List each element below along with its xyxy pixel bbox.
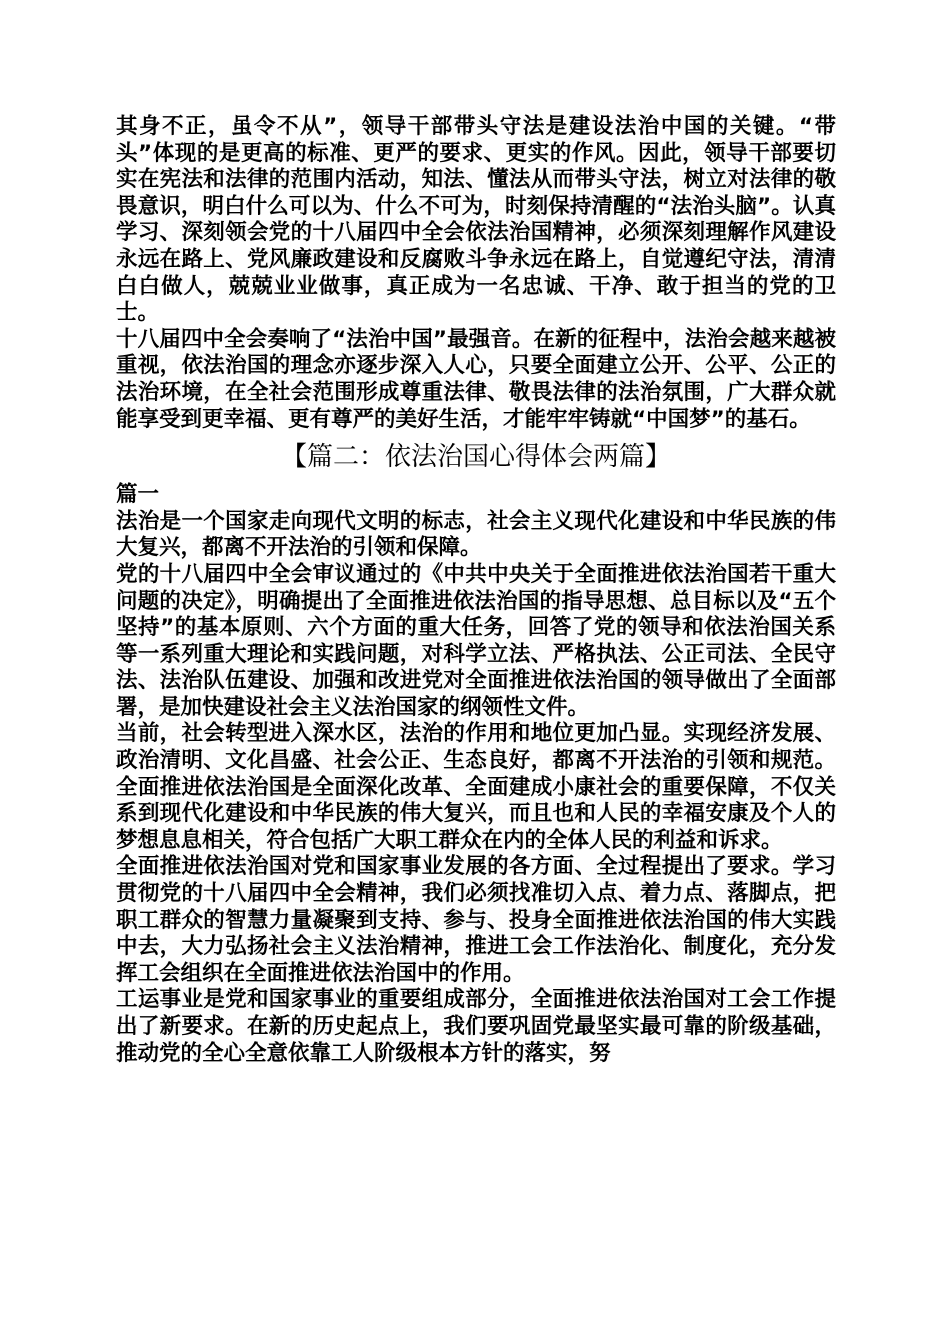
document-page — [116, 114, 836, 1067]
paragraph-6: 全面推进依法治国对党和国家事业发展的各方面、全过程提出了要求。学习贯彻党的十八届四中全会精神，我们必须找准切入点、着力点、落脚点，把职工群众的智慧力量凝聚到支持、参与、投身全面推进依法治国的伟大实践中去，大力弘扬社会主义法治精神，推进工会工作法治化、制度化，充分发挥工会组织在全面推进依法治国中的作用。 — [116, 854, 836, 986]
paragraph-5: 当前，社会转型进入深水区，法治的作用和地位更加凸显。实现经济发展、政治清明、文化昌盛、社会公正、生态良好，都离不开法治的引领和规范。全面推进依法治国是全面深化改革、全面建成小康社会的重要保障，不仅关系到现代化建设和中华民族的伟大复兴，而且也和人民的幸福安康及个人的梦想息息相关，符合包括广大职工群众在内的全体人民的利益和诉求。 — [116, 721, 836, 853]
paragraph-3: 法治是一个国家走向现代文明的标志，社会主义现代化建设和中华民族的伟大复兴，都离不开法治的引领和保障。 — [116, 508, 836, 561]
sub-title: 篇一 — [116, 482, 160, 508]
paragraph-7: 工运事业是党和国家事业的重要组成部分，全面推进依法治国对工会工作提出了新要求。在新的历史起点上，我们要巩固党最坚实最可靠的阶级基础，推动党的全心全意依靠工人阶级根本方针的落实，努 — [116, 987, 836, 1066]
section-title: 【篇二：依法治国心得体会两篇】 — [280, 442, 671, 473]
paragraph-4: 党的十八届四中全会审议通过的《中共中央关于全面推进依法治国若干重大问题的决定》，明确提出了全面推进依法治国的指导思想、总目标以及“五个坚持”的基本原则、六个方面的重大任务，回答了党的领导和依法治国关系等一系列重大理论和实践问题，对科学立法、严格执法、公正司法、全民守法、法治队伍建设、加强和改进党对全面推进依法治国的领导做出了全面部署，是加快建设社会主义法治国家的纲领性文件。 — [116, 561, 836, 720]
paragraph-1: 其身不正，虽令不从”，领导干部带头守法是建设法治中国的关键。“带头”体现的是更高的标准、更严的要求、更实的作风。因此，领导干部要切实在宪法和法律的范围内活动，知法、懂法从而带头守法，树立对法律的敬畏意识，明白什么可以为、什么不可为，时刻保持清醒的“法治头脑”。认真学习、深刻领会党的十八届四中全会依法治国精神，必须深刻理解作风建设永远在路上、党风廉政建设和反腐败斗争永远在路上，自觉遵纪守法，清清白白做人，兢兢业业做事，真正成为一名忠诚、干净、敢于担当的党的卫士。 — [116, 114, 836, 326]
paragraph-2: 十八届四中全会奏响了“法治中国”最强音。在新的征程中，法治会越来越被重视，依法治国的理念亦逐步深入人心，只要全面建立公开、公平、公正的法治环境，在全社会范围形成尊重法律、敬畏法律的法治氛围，广大群众就能享受到更幸福、更有尊严的美好生活，才能牢牢铸就“中国梦”的基石。 — [116, 326, 836, 432]
